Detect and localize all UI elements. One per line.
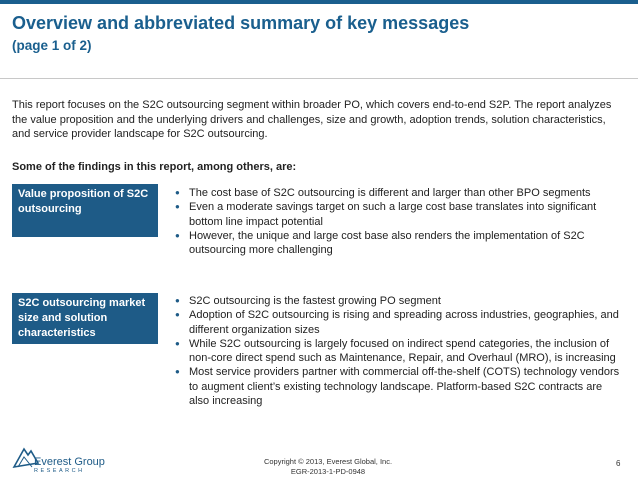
bullet-item: ● The cost base of S2C outsourcing is different and larger than other BPO segments [175,186,625,200]
copyright-line: Copyright © 2013, Everest Global, Inc. [263,457,393,466]
intro-paragraph: This report focuses on the S2C outsourcing segment within broader PO, which covers end-to-end S2P. The report analyzes the value proposition and the underlying drivers and challenges, size and growth, adoption trends, solution characteristics, and service provider landscape for S2C outsourcing. [12,99,612,140]
findings-heading: Some of the findings in this report, among others, are: [12,161,297,173]
header-divider [0,78,638,79]
page-subtitle: (page 1 of 2) [12,38,92,53]
section-label-market-size: S2C outsourcing market size and solution characteristics [12,293,158,344]
bullet-item: ● While S2C outsourcing is largely focused on indirect spend categories, the inclusion of non-core direct spend such as Maintenance, Repair, and Overhaul (MRO), is increasing [175,337,625,366]
bullet-item: ● Even a moderate savings target on such a large cost base translates into significant bottom line impact potential [175,200,625,229]
page-number: 6 [616,459,621,468]
bullet-item: ● Adoption of S2C outsourcing is rising and spreading across industries, geographies, and different organization sizes [175,308,625,337]
copyright-notice [228,457,428,477]
bullet-item: ● S2C outsourcing is the fastest growing PO segment [175,294,625,308]
top-accent-bar [0,0,638,4]
logo-subtitle: RESEARCH [34,468,85,474]
bullet-item: ● However, the unique and large cost base also renders the implementation of S2C outsourcing more challenging [175,229,625,258]
logo-name: Everest Group [34,456,105,468]
value-proposition-bullets [175,186,625,257]
page-title: Overview and abbreviated summary of key messages [12,13,470,33]
bullet-item: ● Most service providers partner with commercial off-the-shelf (COTS) technology vendors to augment client’s existing technology landscape. Platform-based S2C contracts are also increasing [175,365,625,408]
market-size-bullets [175,294,625,408]
document-code: EGR-2013-1-PD-0948 [290,467,366,476]
section-label-value-proposition: Value proposition of S2C outsourcing [12,184,158,237]
